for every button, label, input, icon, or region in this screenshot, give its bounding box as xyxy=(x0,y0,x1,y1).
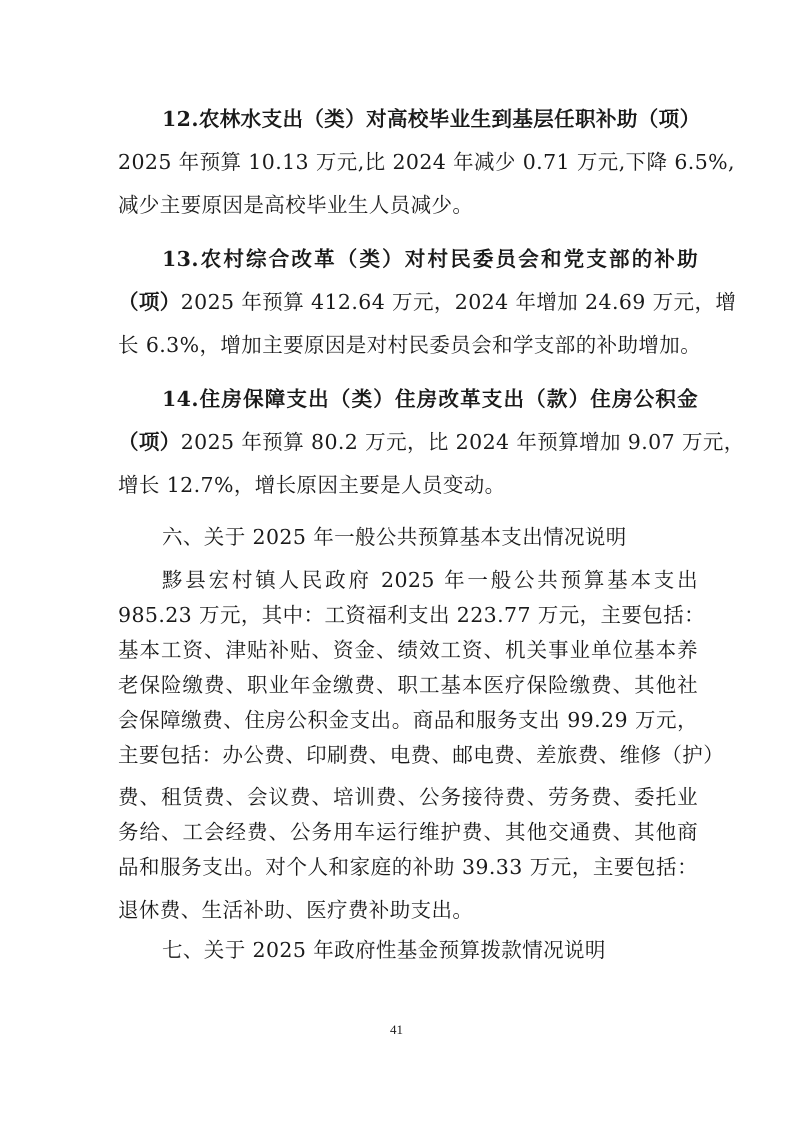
section-6-line: 退休费、生活补助、医疗费补助支出。 xyxy=(118,898,474,922)
section-6-heading: 六、关于 2025 年一般公共预算基本支出情况说明 xyxy=(162,525,627,549)
item-12-line-3: 减少主要原因是高校毕业生人员减少。 xyxy=(118,193,474,217)
item-12-heading: 12.农林水支出（类）对高校毕业生到基层任职补助（项） xyxy=(162,107,701,131)
section-7-heading: 七、关于 2025 年政府性基金预算拨款情况说明 xyxy=(162,938,606,962)
section-6-line: 费、租赁费、会议费、培训费、公务接待费、劳务费、委托业 xyxy=(118,785,698,809)
item-13-category-label: （项） xyxy=(118,290,181,314)
item-14-heading: 14.住房保障支出（类）住房改革支出（款）住房公积金 xyxy=(162,387,698,411)
item-14-line-2-text: 2025 年预算 80.2 万元，比 2024 年预算增加 9.07 万元， xyxy=(180,430,745,454)
item-13-line-2 xyxy=(118,285,737,319)
item-12-line-2: 2025 年预算 10.13 万元,比 2024 年减少 0.71 万元,下降 6.5%, xyxy=(118,150,735,174)
section-6-line: 品和服务支出。对个人和家庭的补助 39.33 万元，主要包括： xyxy=(118,855,698,879)
item-14-line-3: 增长 12.7%，增长原因主要是人员变动。 xyxy=(118,473,506,497)
item-14-category-label: （项） xyxy=(118,430,181,454)
item-13-heading: 13.农村综合改革（类）对村民委员会和党支部的补助 xyxy=(162,247,698,271)
item-13-line-2-text: 2025 年预算 412.64 万元，2024 年增加 24.69 万元，增 xyxy=(180,290,737,314)
section-6-line: 老保险缴费、职业年金缴费、职工基本医疗保险缴费、其他社 xyxy=(118,673,698,697)
item-14-line-2 xyxy=(118,425,745,459)
item-13-line-3: 长 6.3%，增加主要原因是对村民委员会和学支部的补助增加。 xyxy=(118,333,702,357)
section-6-line: 主要包括：办公费、印刷费、电费、邮电费、差旅费、维修（护） xyxy=(118,743,725,767)
section-6-line: 务给、工会经费、公务用车运行维护费、其他交通费、其他商 xyxy=(118,820,698,844)
page-number: 41 xyxy=(390,1022,403,1037)
section-6-line: 基本工资、津贴补贴、资金、绩效工资、机关事业单位基本养 xyxy=(118,638,698,662)
section-6-line: 985.23 万元，其中：工资福利支出 223.77 万元，主要包括： xyxy=(118,603,706,627)
section-6-line: 会保障缴费、住房公积金支出。商品和服务支出 99.29 万元， xyxy=(118,708,698,732)
section-6-line: 黟县宏村镇人民政府 2025 年一般公共预算基本支出 xyxy=(162,568,698,592)
